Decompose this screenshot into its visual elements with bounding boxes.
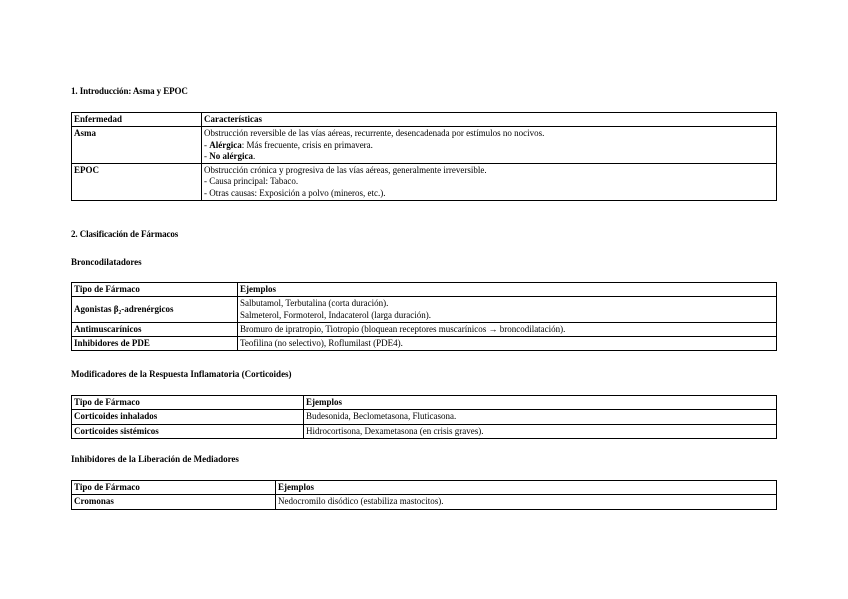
subsection-title-modificadores: Modificadores de la Respuesta Inflamatoria (Corticoides)	[71, 369, 292, 379]
cell-tipo: Antimuscarínicos	[72, 322, 238, 336]
header-caracteristicas: Características	[202, 113, 777, 127]
header-enfermedad: Enfermedad	[72, 113, 202, 127]
bullet-prefix: -	[204, 150, 210, 161]
asma-line-2	[204, 140, 774, 151]
cell-ejemplos: Budesonida, Beclometasona, Fluticasona.	[304, 410, 777, 424]
epoc-line-2: - Causa principal: Tabaco.	[204, 176, 299, 187]
bullet-prefix: -	[204, 139, 210, 150]
table-row	[72, 495, 777, 509]
cell-tipo: Cromonas	[72, 495, 276, 509]
header-ejemplos: Ejemplos	[276, 481, 777, 495]
section-title-clasificacion: 2. Clasificación de Fármacos	[71, 229, 179, 239]
cell-tipo: Agonistas β₂-adrenérgicos	[72, 297, 238, 323]
cell-tipo: Corticoides sistémicos	[72, 424, 304, 438]
cell-ejemplos: Bromuro de ipratropio, Tiotropio (bloquean receptores muscarínicos → broncodilatación).	[238, 322, 777, 336]
inhibidores-table	[71, 480, 777, 510]
cell-ejemplos: Teofilina (no selectivo), Roflumilast (PDE4).	[238, 337, 777, 351]
cell-ejemplos: Hidrocortisona, Dexametasona (en crisis graves).	[304, 424, 777, 438]
cell-tipo: Corticoides inhalados	[72, 410, 304, 424]
section-title-introduccion: 1. Introducción: Asma y EPOC	[71, 86, 188, 96]
broncodilatadores-table	[71, 282, 777, 351]
table-header-row	[72, 481, 777, 495]
cell-epoc-characteristics	[202, 164, 777, 201]
disease-table	[71, 112, 777, 201]
table-row-epoc	[72, 164, 777, 201]
table-row	[72, 424, 777, 438]
table-header-row	[72, 113, 777, 127]
asma-line-1: Obstrucción reversible de las vías aéreas, recurrente, desencadenada por estímulos no nocivos.	[204, 128, 545, 139]
alergica-label: Alérgica	[209, 139, 242, 150]
epoc-line-1: Obstrucción crónica y progresiva de las vías aéreas, generalmente irreversible.	[204, 165, 487, 175]
header-tipo: Tipo de Fármaco	[72, 481, 276, 495]
table-header-row	[72, 283, 777, 297]
subsection-title-inhibidores: Inhibidores de la Liberación de Mediadores	[71, 454, 239, 464]
cell-epoc-name: EPOC	[72, 164, 202, 201]
table-row	[72, 297, 777, 323]
asma-line-3	[204, 151, 774, 162]
table-header-row	[72, 396, 777, 410]
header-tipo: Tipo de Fármaco	[72, 283, 238, 297]
no-alergica-label: No alérgica	[209, 150, 253, 161]
alergica-text: : Más frecuente, crisis en primavera.	[241, 139, 373, 150]
cell-asma-characteristics	[202, 127, 777, 164]
cell-asma-name: Asma	[72, 127, 202, 164]
table-row	[72, 322, 777, 336]
modificadores-table	[71, 395, 777, 439]
ejemplo-line-1: Salbutamol, Terbutalina (corta duración).	[240, 298, 389, 309]
epoc-line-3: - Otras causas: Exposición a polvo (mineros, etc.).	[204, 187, 386, 198]
subsection-title-broncodilatadores: Broncodilatadores	[71, 257, 142, 267]
cell-tipo: Inhibidores de PDE	[72, 337, 238, 351]
header-tipo: Tipo de Fármaco	[72, 396, 304, 410]
table-row	[72, 337, 777, 351]
header-ejemplos: Ejemplos	[304, 396, 777, 410]
ejemplo-line-2: Salmeterol, Formoterol, Indacaterol (larga duración).	[240, 309, 432, 320]
cell-ejemplos: Nedocromilo disódico (estabiliza mastocitos).	[276, 495, 777, 509]
header-ejemplos: Ejemplos	[238, 283, 777, 297]
table-row	[72, 410, 777, 424]
cell-ejemplos	[238, 297, 777, 323]
no-alergica-text: .	[252, 150, 256, 161]
table-row-asma	[72, 127, 777, 164]
